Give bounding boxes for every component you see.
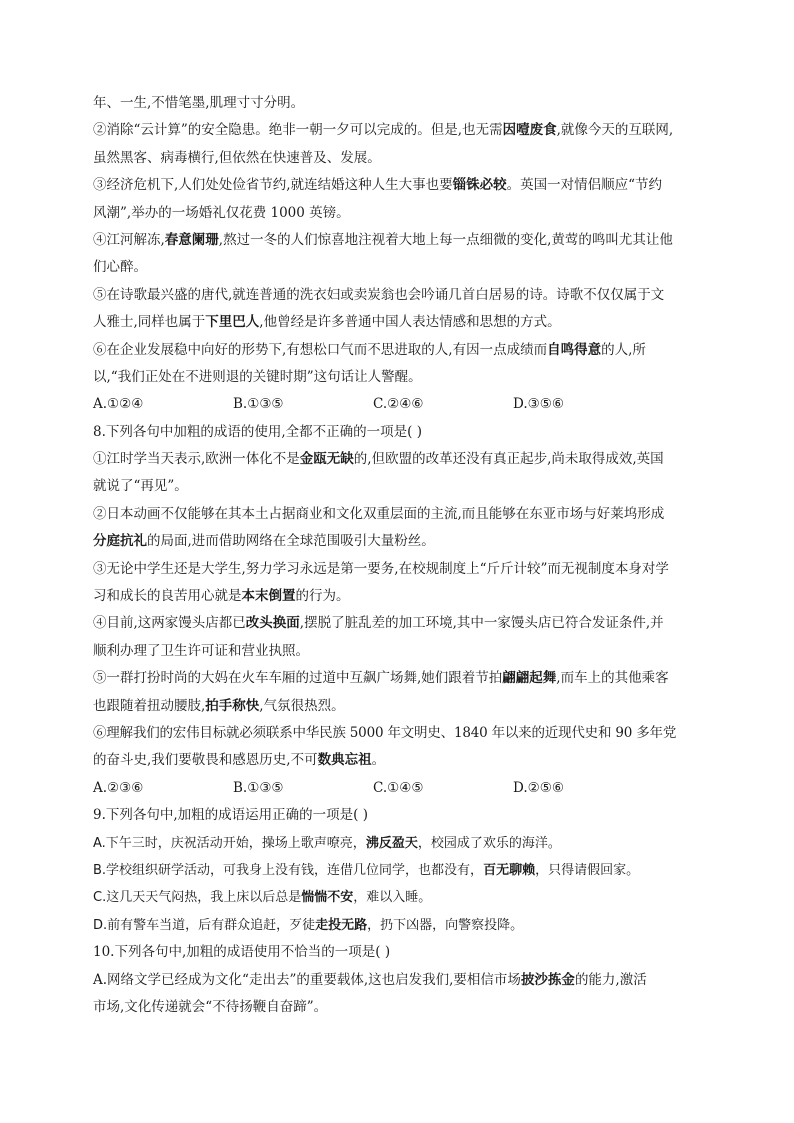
text: ①江时学当天表示,欧洲一体化不是 <box>93 451 300 468</box>
q7-options <box>93 394 703 415</box>
q7-sentence-2-cont <box>93 148 703 169</box>
q8-sentence-1 <box>93 449 703 470</box>
q10-option-a <box>93 970 703 991</box>
q7-sentence-5 <box>93 285 703 306</box>
q8-sentence-6 <box>93 723 703 744</box>
bold-idiom: 拍手称快 <box>205 697 260 714</box>
q8-sentence-4-cont <box>93 641 703 662</box>
text: 。 <box>371 752 386 769</box>
text: 虽然黑客、病毒横行,但依然在快速普及、发展。 <box>93 149 381 166</box>
bold-idiom: 春意阑珊 <box>164 231 219 248</box>
option-b: B.①③⑤ <box>233 779 284 796</box>
text: 。英国一对情侣顺应“节约 <box>506 177 662 194</box>
option-b: B.①③⑤ <box>233 396 284 413</box>
option-d: D.②⑤⑥ <box>513 779 564 796</box>
q7-sentence-2 <box>93 120 703 141</box>
text: 的人,所 <box>601 341 646 358</box>
q8-sentence-2-cont <box>93 531 703 552</box>
text: 人雅士,同样也属于 <box>93 314 206 331</box>
text: 的,但欧盟的改革还没有真正起步,尚未取得成效,英国 <box>353 451 664 468</box>
bold-idiom: 数典忘祖 <box>317 752 372 769</box>
text: ②日本动画不仅能够在其本土占据商业和文化双重层面的主流,而且能够在东亚市场与好莱坞形成 <box>93 505 665 522</box>
q9-stem <box>93 805 703 826</box>
bold-idiom: 锱铢必较 <box>452 177 507 194</box>
text: ⑤在诗歌最兴盛的唐代,就连普通的洗衣妇或卖炭翁也会吟诵几首白居易的诗。诗歌不仅仅属于文 <box>93 286 665 303</box>
text: ⑤一群打扮时尚的大妈在火车车厢的过道中互飙广场舞,她们跟着节拍 <box>93 670 503 687</box>
q9-option-d <box>93 915 703 936</box>
text: ③无论中学生还是大学生,努力学习永远是第一要务,在校规制度上“斤斤计较”而无视制度本身对学 <box>93 560 669 577</box>
bold-idiom: 因噎废食 <box>502 122 557 139</box>
q8-sentence-4 <box>93 613 703 634</box>
text: 的行为。 <box>295 588 350 605</box>
option-c: C.①④⑤ <box>373 779 424 796</box>
q8-sentence-1-cont <box>93 476 703 497</box>
q9-option-b <box>93 860 703 881</box>
q7-sentence-6-cont <box>93 367 703 388</box>
text: ，扔下凶器，向警察投降。 <box>367 917 524 933</box>
q7-sentence-4-cont <box>93 257 703 278</box>
bold-idiom: 下里巴人 <box>205 314 260 331</box>
text: 以,“我们正处在不进则退的关键时期”这句话让人警醒。 <box>93 368 422 385</box>
text: 就说了“再见”。 <box>93 478 188 495</box>
bold-idiom: 改头换面 <box>245 615 300 632</box>
q8-stem <box>93 422 703 443</box>
bold-idiom: 分庭抗礼 <box>93 533 147 550</box>
q7-sentence-5-cont <box>93 312 703 333</box>
text: ⑥理解我们的宏伟目标就必须联系中华民族 5000 年文明史、1840 年以来的近现代史和 90 多年党 <box>93 724 677 741</box>
bold-idiom: 走投无路 <box>315 917 368 933</box>
q8-sentence-2 <box>93 504 703 525</box>
q8-sentence-3-cont <box>93 586 703 607</box>
q7-sentence-3-cont <box>93 203 703 224</box>
text: 8.下列各句中加粗的成语的使用,全都不正确的一项是( ) <box>93 423 422 440</box>
text: A.下午三时，庆祝活动开始，操场上歌声嘹亮， <box>93 835 366 851</box>
q7-line <box>93 93 703 114</box>
q8-sentence-5 <box>93 668 703 689</box>
text: C.这几天天气闷热，我上床以后总是 <box>93 890 302 906</box>
text: ,熬过一冬的人们惊喜地注视着大地上每一点细微的变化,黄莺的鸣叫尤其让他 <box>218 231 673 248</box>
text: 的局面,进而借助网络在全球范围吸引大量粉丝。 <box>147 533 435 550</box>
q7-sentence-4 <box>93 230 703 251</box>
text: 10.下列各句中,加粗的成语使用不恰当的一项是( ) <box>93 944 391 961</box>
document-page <box>93 93 703 1024</box>
text: ,摆脱了脏乱差的加工环境,其中一家馒头店已符合发证条件,并 <box>299 615 664 632</box>
option-d: D.③⑤⑥ <box>513 396 564 413</box>
q10-stem <box>93 942 703 963</box>
text: A.网络文学已经成为文化“走出去”的重要载体,这也启发我们,要相信市场 <box>93 971 521 988</box>
q9-option-c <box>93 887 703 908</box>
text: ，校园成了欢乐的海洋。 <box>417 835 561 851</box>
text: D.前有警车当道，后有群众追赶，歹徒 <box>93 917 316 933</box>
bold-idiom: 沸反盈天 <box>365 835 418 851</box>
text: 风潮”,举办的一场婚礼仅花费 1000 英镑。 <box>93 204 350 221</box>
bold-idiom: 翩翩起舞 <box>502 670 557 687</box>
text: 习和成长的良苦用心就是 <box>93 588 242 605</box>
bold-idiom: 惴惴不安 <box>301 890 354 906</box>
bold-idiom: 百无聊赖 <box>483 862 536 878</box>
text: ,而车上的其他乘客 <box>556 670 669 687</box>
bold-idiom: 自鸣得意 <box>547 341 602 358</box>
bold-idiom: 披沙拣金 <box>520 971 575 988</box>
text: 9.下列各句中,加粗的成语运用正确的一项是( ) <box>93 807 368 824</box>
q7-sentence-3 <box>93 175 703 196</box>
text: ，只得请假回家。 <box>535 862 640 878</box>
text: 们心醉。 <box>93 259 147 276</box>
option-a: A.②③⑥ <box>93 779 144 796</box>
text: ，难以入睡。 <box>353 890 432 906</box>
text: 的能力,激活 <box>574 971 647 988</box>
q8-options <box>93 778 703 799</box>
text: ,他曾经是许多普通中国人表达情感和思想的方式。 <box>259 314 561 331</box>
text: ②消除“云计算”的安全隐患。绝非一朝一夕可以完成的。但是,也无需 <box>93 122 503 139</box>
q8-sentence-6-cont <box>93 750 703 771</box>
text: ,气氛很热烈。 <box>259 697 345 714</box>
text: 顺利办理了卫生许可证和营业执照。 <box>93 642 309 659</box>
text: B.学校组织研学活动，可我身上没有钱，连借几位同学，也都没有， <box>93 862 484 878</box>
q10-option-a-cont <box>93 997 703 1018</box>
q8-sentence-5-cont <box>93 696 703 717</box>
bold-idiom: 金瓯无缺 <box>299 451 354 468</box>
text: ,就像今天的互联网, <box>556 122 674 139</box>
text: ⑥在企业发展稳中向好的形势下,有想松口气而不思进取的人,有因一点成绩而 <box>93 341 548 358</box>
text: ③经济危机下,人们处处俭省节约,就连结婚这种人生大事也要 <box>93 177 453 194</box>
q8-sentence-3 <box>93 559 703 580</box>
option-a: A.①②④ <box>93 396 144 413</box>
text: 年、一生,不惜笔墨,肌理寸寸分明。 <box>93 95 305 111</box>
text: 市场,文化传递就会“不待扬鞭自奋蹄”。 <box>93 998 328 1015</box>
text: ④江河解冻, <box>93 231 165 248</box>
bold-idiom: 本末倒置 <box>241 588 296 605</box>
q7-sentence-6 <box>93 340 703 361</box>
text: ④目前,这两家馒头店都已 <box>93 615 246 632</box>
text: 的奋斗史,我们要敬畏和感恩历史,不可 <box>93 752 318 769</box>
option-c: C.②④⑥ <box>373 396 424 413</box>
q9-option-a <box>93 833 703 854</box>
text: 也跟随着扭动腰肢, <box>93 697 206 714</box>
